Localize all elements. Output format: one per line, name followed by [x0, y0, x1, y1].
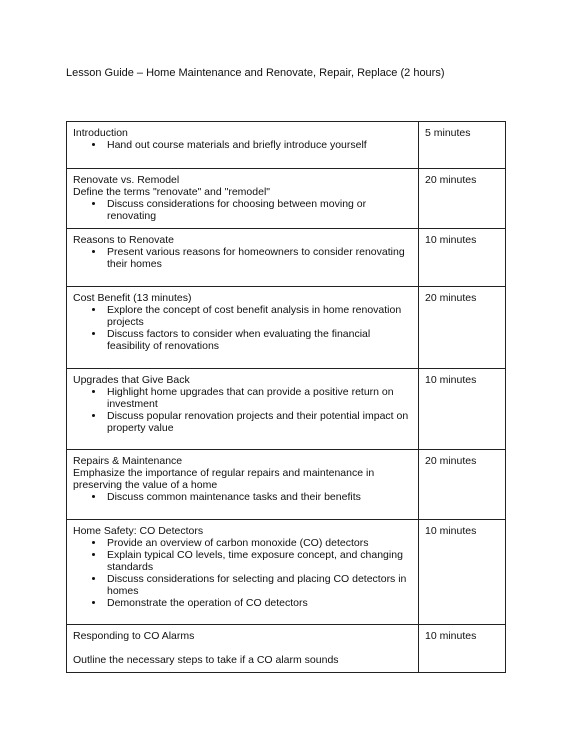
blank-line: [73, 642, 412, 654]
duration-cell: 10 minutes: [419, 369, 506, 450]
table-row: [67, 520, 506, 625]
section-heading: Renovate vs. Remodel: [73, 174, 180, 186]
bullet-item: • Highlight home upgrades that can provide a positive return on investment: [105, 386, 412, 410]
section-heading: Upgrades that Give Back: [73, 374, 190, 386]
duration-cell: 10 minutes: [419, 520, 506, 625]
duration-cell: 5 minutes: [419, 122, 506, 169]
topic-cell: [67, 122, 419, 169]
table-row: [67, 625, 506, 673]
bullet-item: • Discuss considerations for choosing between moving or renovating: [105, 198, 412, 222]
bullet-item: • Present various reasons for homeowners to consider renovating their homes: [105, 246, 412, 270]
topic-cell: [67, 369, 419, 450]
topic-cell: [67, 450, 419, 520]
duration-cell: 20 minutes: [419, 287, 506, 369]
lesson-table: [66, 121, 506, 673]
bullet-item: • Explore the concept of cost benefit analysis in home renovation projects: [105, 304, 412, 328]
bullet-item: • Discuss factors to consider when evaluating the financial feasibility of renovations: [105, 328, 412, 352]
table-row: [67, 369, 506, 450]
bullet-item: • Discuss popular renovation projects and their potential impact on property value: [105, 410, 412, 434]
table-row: [67, 450, 506, 520]
duration-cell: 20 minutes: [419, 450, 506, 520]
bullet-list: [73, 246, 412, 270]
section-heading: Cost Benefit (13 minutes): [73, 292, 192, 304]
section-note: Outline the necessary steps to take if a CO alarm sounds: [73, 654, 339, 666]
topic-cell: [67, 169, 419, 229]
bullet-item: • Provide an overview of carbon monoxide (CO) detectors: [105, 537, 412, 549]
section-heading: Repairs & Maintenance: [73, 455, 183, 467]
topic-cell: [67, 229, 419, 287]
section-heading: Home Safety: CO Detectors: [73, 525, 204, 537]
document-title: Lesson Guide – Home Maintenance and Renovate, Repair, Replace (2 hours): [66, 67, 445, 79]
table-row: [67, 229, 506, 287]
bullet-list: [73, 386, 412, 434]
section-heading: Reasons to Renovate: [73, 234, 174, 246]
bullet-item: • Explain typical CO levels, time exposure concept, and changing standards: [105, 549, 412, 573]
bullet-item: • Discuss considerations for selecting and placing CO detectors in homes: [105, 573, 412, 597]
bullet-item: • Discuss common maintenance tasks and their benefits: [105, 491, 412, 503]
section-note: Emphasize the importance of regular repairs and maintenance in preserving the value of a home: [73, 467, 375, 491]
bullet-item: • Demonstrate the operation of CO detectors: [105, 597, 412, 609]
table-row: [67, 169, 506, 229]
table-row: [67, 287, 506, 369]
bullet-list: [73, 198, 412, 222]
table-row: [67, 122, 506, 169]
section-heading: Responding to CO Alarms: [73, 630, 195, 642]
duration-cell: 10 minutes: [419, 229, 506, 287]
topic-cell: [67, 520, 419, 625]
bullet-list: [73, 139, 412, 151]
topic-cell: [67, 625, 419, 673]
section-note: Define the terms "renovate" and "remodel": [73, 186, 271, 198]
topic-cell: [67, 287, 419, 369]
duration-cell: 10 minutes: [419, 625, 506, 673]
bullet-list: [73, 537, 412, 609]
section-heading: Introduction: [73, 127, 128, 139]
bullet-item: • Hand out course materials and briefly introduce yourself: [105, 139, 412, 151]
bullet-list: [73, 491, 412, 503]
bullet-list: [73, 304, 412, 352]
duration-cell: 20 minutes: [419, 169, 506, 229]
